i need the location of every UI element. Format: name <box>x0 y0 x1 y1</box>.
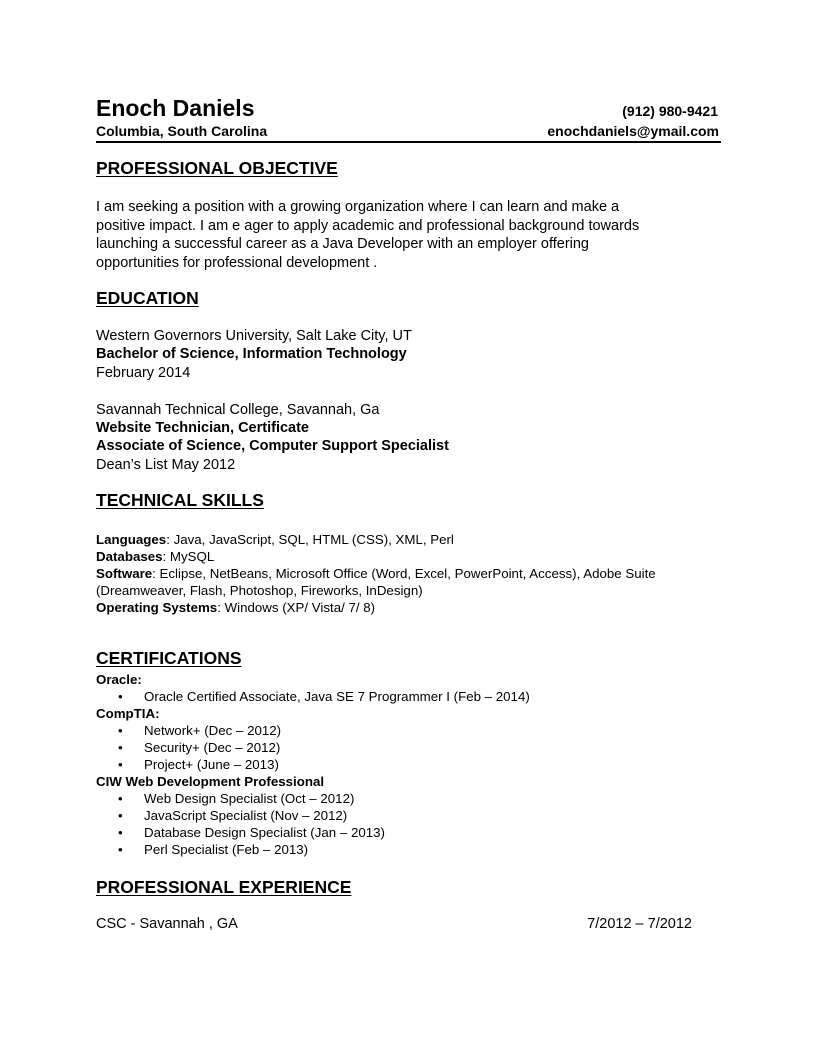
list-item <box>96 841 696 858</box>
phone-number: (912) 980-9421 <box>622 103 718 119</box>
cert-list-ciw <box>96 790 696 858</box>
skills-value: : Java, JavaScript, SQL, HTML (CSS), XML, Perl <box>166 532 454 547</box>
cert-list-oracle <box>96 688 696 705</box>
skills-row-languages <box>96 531 726 548</box>
cert-item: Project+ (June – 2013) <box>144 757 279 772</box>
header-divider <box>96 141 721 143</box>
cert-item: Oracle Certified Associate, Java SE 7 Programmer I (Feb – 2014) <box>144 689 530 704</box>
education-note-2: Dean’s List May 2012 <box>96 457 236 473</box>
cert-group-oracle: Oracle: <box>96 672 142 687</box>
bullet-icon: • <box>118 689 123 704</box>
cert-list-comptia <box>96 722 696 773</box>
skills-value: : MySQL <box>162 549 215 564</box>
education-degree-2a: Website Technician, Certificate <box>96 420 309 436</box>
education-heading: EDUCATION <box>96 288 199 308</box>
list-item <box>96 688 696 705</box>
skills-row-software <box>96 565 726 599</box>
education-date-1: February 2014 <box>96 365 191 381</box>
cert-item: Web Design Specialist (Oct – 2012) <box>144 791 355 806</box>
skills-row-os <box>96 599 726 616</box>
skills-value: : Windows (XP/ Vista/ 7/ 8) <box>217 600 376 615</box>
list-item <box>96 807 696 824</box>
skills-row-databases <box>96 548 726 565</box>
bullet-icon: • <box>118 791 123 806</box>
education-degree-2b: Associate of Science, Computer Support Specialist <box>96 438 449 454</box>
skills-heading: TECHNICAL SKILLS <box>96 490 264 510</box>
skills-label: Languages <box>96 532 167 547</box>
cert-item: JavaScript Specialist (Nov – 2012) <box>144 808 348 823</box>
list-item <box>96 790 696 807</box>
objective-text: I am seeking a position with a growing organization where I can learn and make a positive impact. I am e ager to apply academic and professional background towards launching a successful career as a Java Developer with an employer offering opportunities for professional development . <box>96 199 640 271</box>
bullet-icon: • <box>118 808 123 823</box>
candidate-name: Enoch Daniels <box>96 95 255 121</box>
skills-list <box>96 531 726 616</box>
certifications-list <box>96 671 696 858</box>
bullet-icon: • <box>118 842 123 857</box>
cert-item: Security+ (Dec – 2012) <box>144 740 281 755</box>
header-bottom-row <box>96 123 719 139</box>
header-top-row <box>96 95 718 122</box>
skills-label: Software <box>96 566 153 581</box>
list-item <box>96 739 696 756</box>
certifications-heading: CERTIFICATIONS <box>96 648 242 668</box>
education-school-1: Western Governors University, Salt Lake City, UT <box>96 328 412 344</box>
experience-heading: PROFESSIONAL EXPERIENCE <box>96 877 352 897</box>
bullet-icon: • <box>118 740 123 755</box>
list-item <box>96 722 696 739</box>
location: Columbia, South Carolina <box>96 123 268 139</box>
experience-dates: 7/2012 – 7/2012 <box>587 916 692 932</box>
cert-item: Perl Specialist (Feb – 2013) <box>144 842 309 857</box>
skills-label: Operating Systems <box>96 600 218 615</box>
skills-value: : Eclipse, NetBeans, Microsoft Office (Word, Excel, PowerPoint, Access), Adobe Suite (Dreamweaver, Flash, Photoshop, Fireworks, InDesign) <box>96 566 656 598</box>
list-item <box>96 756 696 773</box>
experience-employer: CSC - Savannah , GA <box>96 916 238 932</box>
list-item <box>96 824 696 841</box>
education-school-2: Savannah Technical College, Savannah, Ga <box>96 402 380 418</box>
cert-item: Network+ (Dec – 2012) <box>144 723 282 738</box>
cert-item: Database Design Specialist (Jan – 2013) <box>144 825 385 840</box>
bullet-icon: • <box>118 757 123 772</box>
cert-group-comptia: CompTIA: <box>96 706 160 721</box>
bullet-icon: • <box>118 723 123 738</box>
bullet-icon: • <box>118 825 123 840</box>
skills-label: Databases <box>96 549 163 564</box>
experience-row <box>96 916 692 932</box>
cert-group-ciw: CIW Web Development Professional <box>96 774 325 789</box>
objective-heading: PROFESSIONAL OBJECTIVE <box>96 158 338 178</box>
education-degree-1: Bachelor of Science, Information Technology <box>96 346 407 362</box>
email-address: enochdaniels@ymail.com <box>547 123 719 139</box>
